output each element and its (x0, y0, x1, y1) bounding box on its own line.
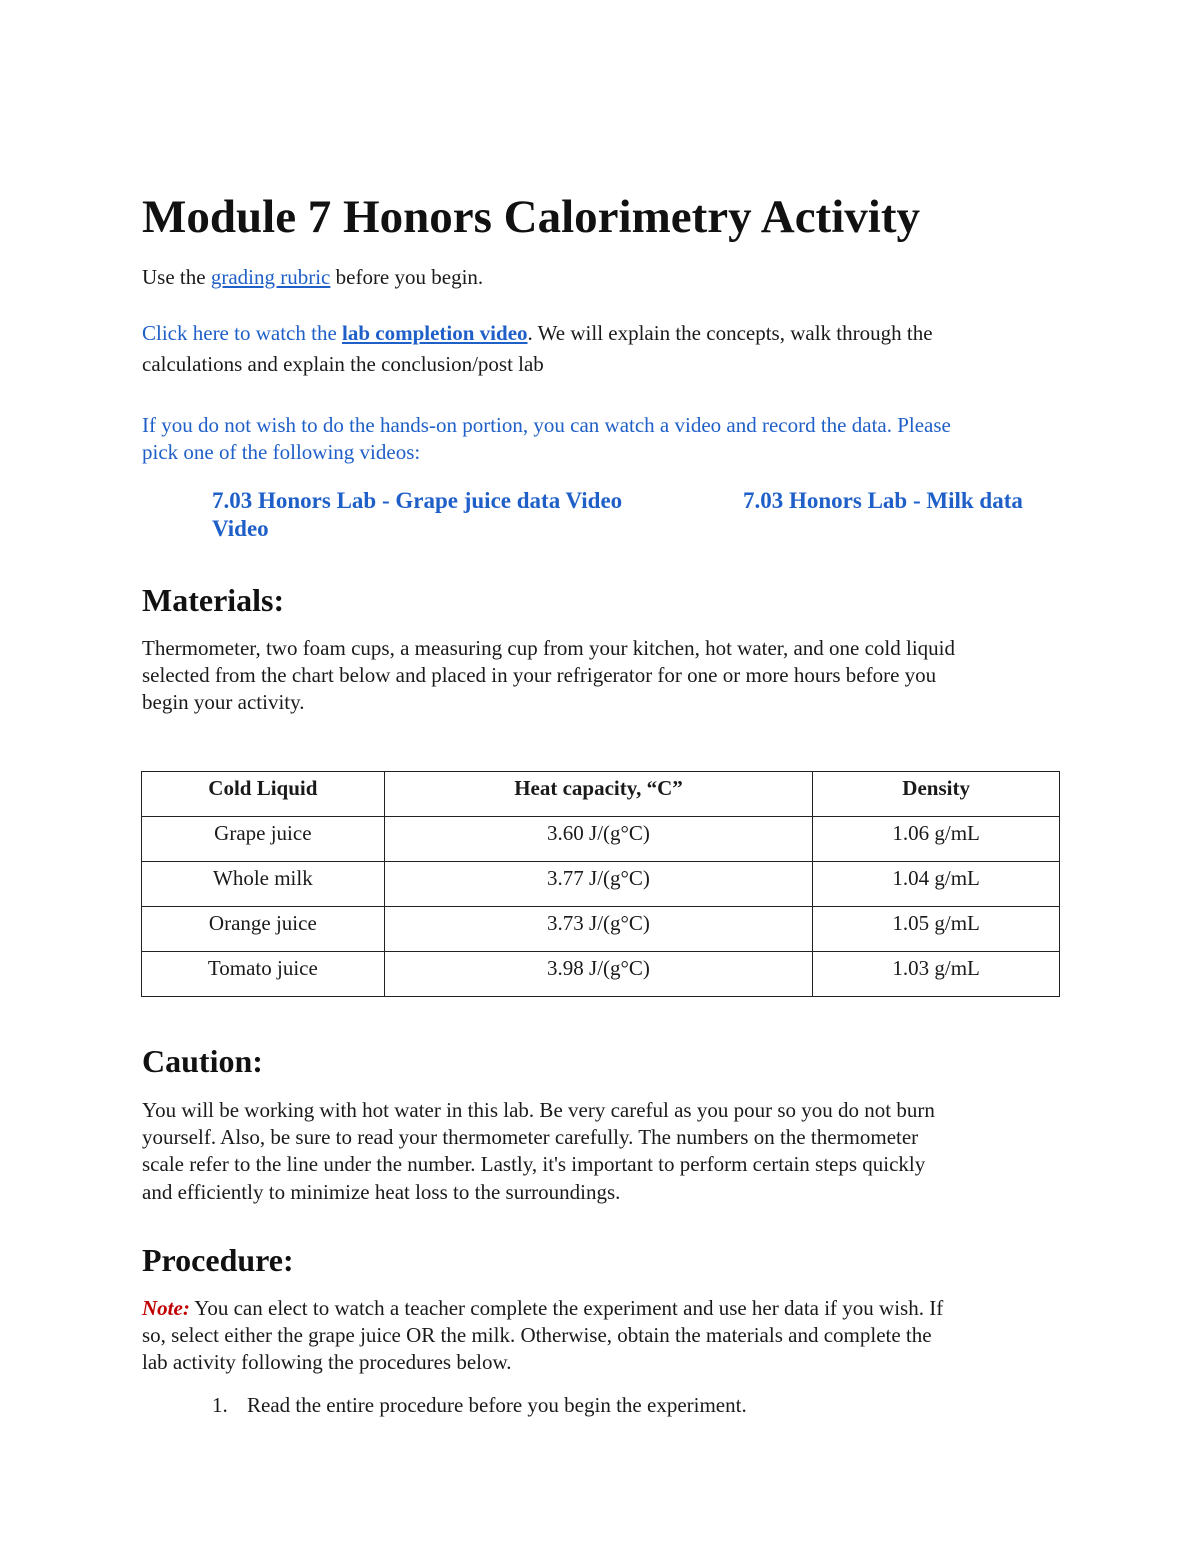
liquid-name-cell: Orange juice (142, 907, 385, 952)
materials-line-1: Thermometer, two foam cups, a measuring cup from your kitchen, hot water, and one cold liquid (142, 636, 956, 660)
procedure-note-line-2: so, select either the grape juice OR the milk. Otherwise, obtain the materials and complete the (142, 1323, 932, 1347)
note-label: Note: (142, 1296, 190, 1320)
materials-line-2: selected from the chart below and placed in your refrigerator for one or more hours before you (142, 663, 937, 687)
heat-capacity-cell: 3.98 J/(g°C) (384, 952, 813, 997)
liquid-name-cell: Whole milk (142, 862, 385, 907)
grading-rubric-link[interactable]: grading rubric (210, 265, 331, 289)
procedure-note-line-1 (142, 1293, 943, 1323)
page-title: Module 7 Honors Calorimetry Activity (142, 191, 920, 243)
materials-heading: Materials: (142, 582, 285, 618)
rubric-prefix: Use the (142, 265, 211, 289)
hands-on-line-1: If you do not wish to do the hands-on portion, you can watch a video and record the data. Please (142, 413, 951, 437)
rubric-line (142, 262, 483, 292)
caution-line-3: scale refer to the line under the number. Lastly, it's important to perform certain steps quickly (142, 1152, 926, 1176)
procedure-heading: Procedure: (142, 1242, 294, 1278)
grape-juice-video-link[interactable]: 7.03 Honors Lab - Grape juice data Video (212, 488, 623, 513)
rubric-suffix: before you begin. (330, 265, 484, 289)
caution-line-1: You will be working with hot water in this lab. Be very careful as you pour so you do not burn (142, 1098, 935, 1122)
step-text: Read the entire procedure before you begin the experiment. (247, 1393, 747, 1417)
milk-video-link[interactable]: 7.03 Honors Lab - Milk data (743, 488, 1023, 513)
video-intro-line-1 (142, 318, 933, 348)
liquid-name-cell: Grape juice (142, 817, 385, 862)
video-intro-rest: . We will explain the concepts, walk through the (527, 321, 933, 345)
procedure-steps-list (142, 1390, 747, 1420)
density-cell: 1.06 g/mL (813, 817, 1060, 862)
table-header-row (142, 772, 1060, 817)
step-number: 1. (212, 1393, 228, 1417)
heat-capacity-cell: 3.77 J/(g°C) (384, 862, 813, 907)
video-intro-lead[interactable]: Click here to watch the (142, 321, 343, 345)
header-density: Density (813, 772, 1060, 817)
milk-video-link-continued[interactable]: Video (212, 516, 269, 541)
liquid-name-cell: Tomato juice (142, 952, 385, 997)
density-cell: 1.05 g/mL (813, 907, 1060, 952)
materials-line-3: begin your activity. (142, 690, 305, 714)
caution-line-4: and efficiently to minimize heat loss to the surroundings. (142, 1180, 621, 1204)
table-row (142, 907, 1060, 952)
header-heat-capacity: Heat capacity, “C” (384, 772, 813, 817)
heat-capacity-cell: 3.60 J/(g°C) (384, 817, 813, 862)
list-item (142, 1390, 747, 1420)
caution-line-2: yourself. Also, be sure to read your thermometer carefully. The numbers on the thermometer (142, 1125, 919, 1149)
procedure-note-line-3: lab activity following the procedures below. (142, 1350, 512, 1374)
caution-heading: Caution: (142, 1043, 263, 1079)
lab-completion-video-link[interactable]: lab completion video (342, 321, 528, 345)
table-row (142, 952, 1060, 997)
density-cell: 1.04 g/mL (813, 862, 1060, 907)
cold-liquids-table (141, 771, 1060, 997)
density-cell: 1.03 g/mL (813, 952, 1060, 997)
table-row (142, 817, 1060, 862)
note-text: You can elect to watch a teacher complete the experiment and use her data if you wish. If (189, 1296, 944, 1320)
video-intro-line-2: calculations and explain the conclusion/post lab (142, 352, 544, 376)
heat-capacity-cell: 3.73 J/(g°C) (384, 907, 813, 952)
hands-on-line-2: pick one of the following videos: (142, 440, 421, 464)
header-cold-liquid: Cold Liquid (142, 772, 385, 817)
table-row (142, 862, 1060, 907)
